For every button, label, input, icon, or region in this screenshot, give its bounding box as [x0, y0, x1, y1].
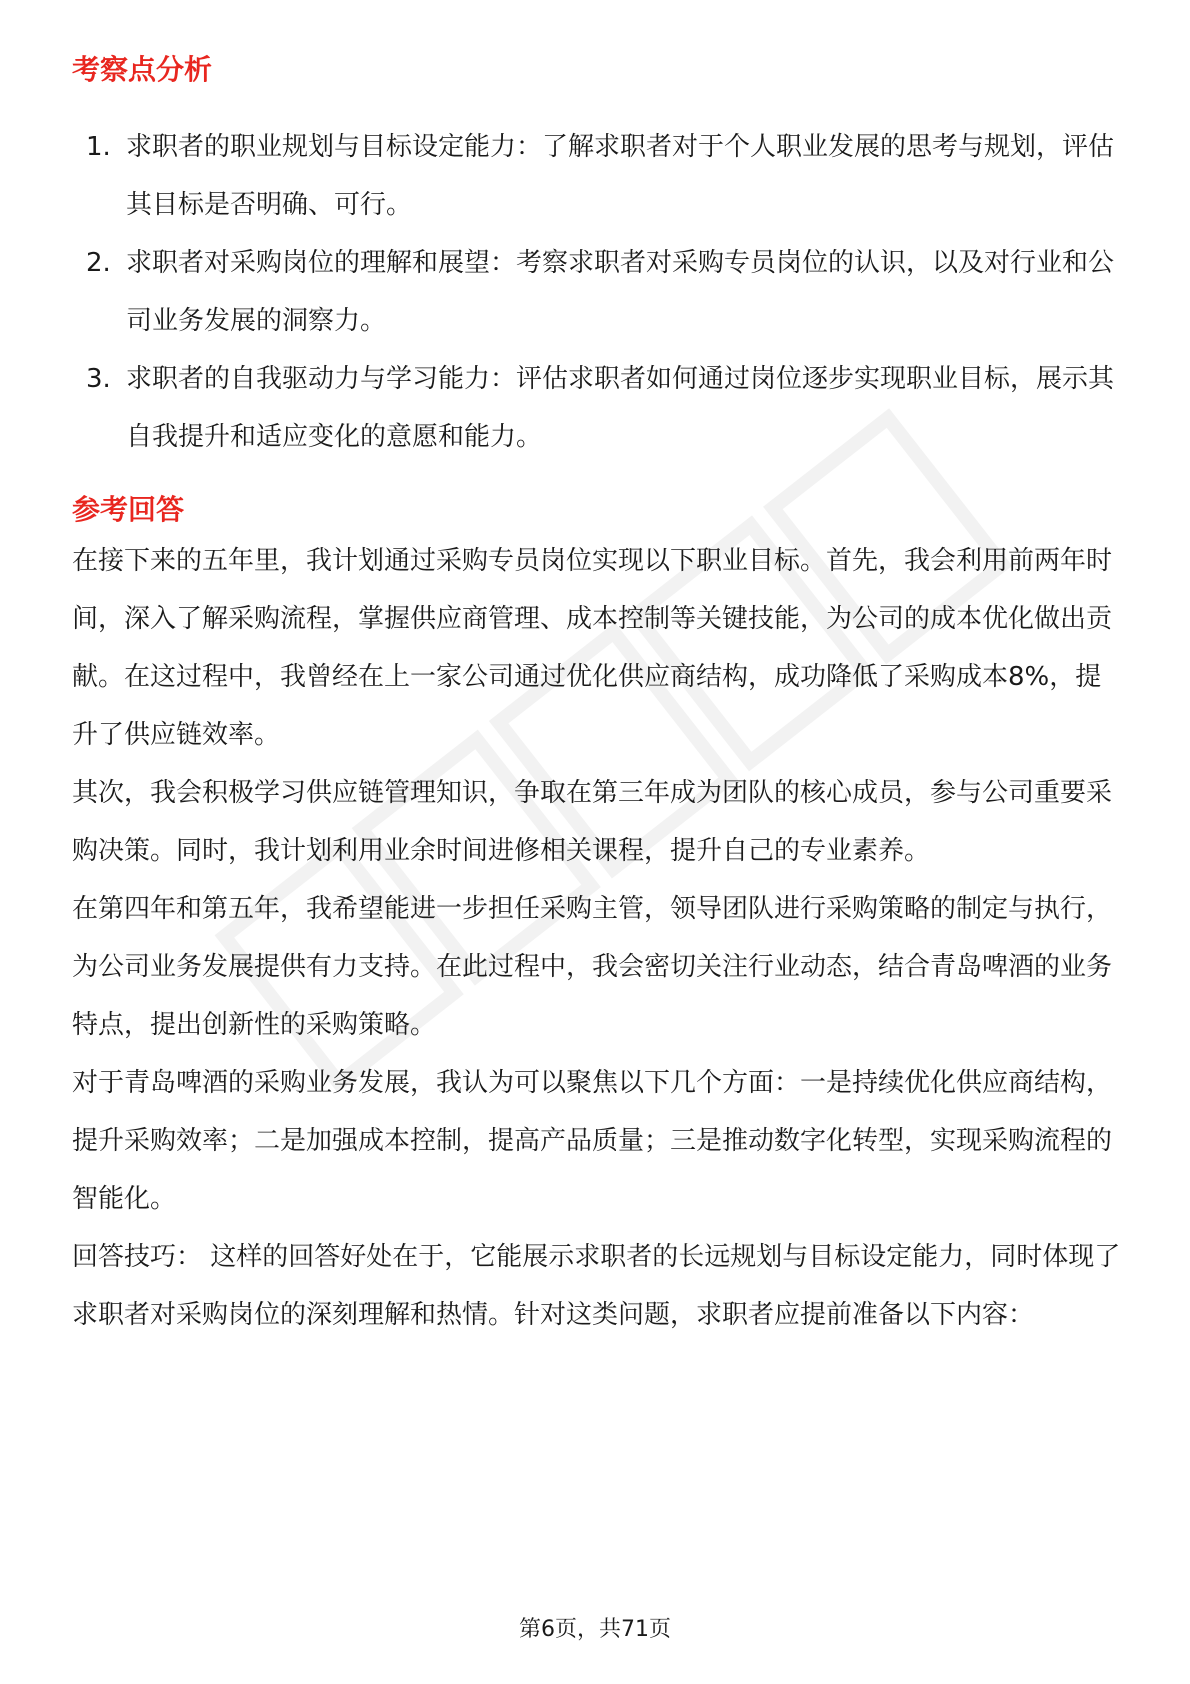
analysis-point — [72, 118, 1122, 234]
point-text: 求职者对采购岗位的理解和展望：考察求职者对采购专员岗位的认识，以及对行业和公司业务发展的洞察力。 — [126, 248, 1115, 336]
page-content — [72, 48, 1122, 1344]
answer-paragraph: 在第四年和第五年，我希望能进一步担任采购主管，领导团队进行采购策略的制定与执行，为公司业务发展提供有力支持。在此过程中，我会密切关注行业动态，结合青岛啤酒的业务特点，提出创新性的采购策略。 — [72, 894, 1113, 1040]
point-text: 求职者的自我驱动力与学习能力：评估求职者如何通过岗位逐步实现职业目标，展示其自我提升和适应变化的意愿和能力。 — [126, 364, 1115, 452]
point-number: 1. — [86, 132, 111, 162]
analysis-points-list — [72, 118, 1122, 466]
analysis-section-title: 考察点分析 — [72, 53, 213, 86]
analysis-point — [72, 234, 1122, 350]
answer-section-title: 参考回答 — [72, 493, 185, 526]
answer-paragraph: 其次，我会积极学习供应链管理知识，争取在第三年成为团队的核心成员，参与公司重要采购决策。同时，我计划利用业余时间进修相关课程，提升自己的专业素养。 — [72, 778, 1113, 866]
page-number: 第6页，共71页 — [519, 1617, 671, 1642]
point-text: 求职者的职业规划与目标设定能力：了解求职者对于个人职业发展的思考与规划，评估其目标是否明确、可行。 — [126, 132, 1115, 220]
answer-paragraph: 在接下来的五年里，我计划通过采购专员岗位实现以下职业目标。首先，我会利用前两年时间，深入了解采购流程，掌握供应商管理、成本控制等关键技能，为公司的成本优化做出贡献。在这过程中，我曾经在上一家公司通过优化供应商结构，成功降低了采购成本8%，提升了供应链效率。 — [72, 546, 1113, 750]
answer-paragraph: 对于青岛啤酒的采购业务发展，我认为可以聚焦以下几个方面：一是持续优化供应商结构，提升采购效率；二是加强成本控制，提高产品质量；三是推动数字化转型，实现采购流程的智能化。 — [72, 1068, 1113, 1214]
analysis-point — [72, 350, 1122, 466]
tips-paragraph: 回答技巧： 这样的回答好处在于，它能展示求职者的长远规划与目标设定能力，同时体现了求职者对采购岗位的深刻理解和热情。针对这类问题，求职者应提前准备以下内容： — [72, 1242, 1121, 1330]
point-number: 2. — [86, 248, 111, 278]
point-number: 3. — [86, 364, 111, 394]
